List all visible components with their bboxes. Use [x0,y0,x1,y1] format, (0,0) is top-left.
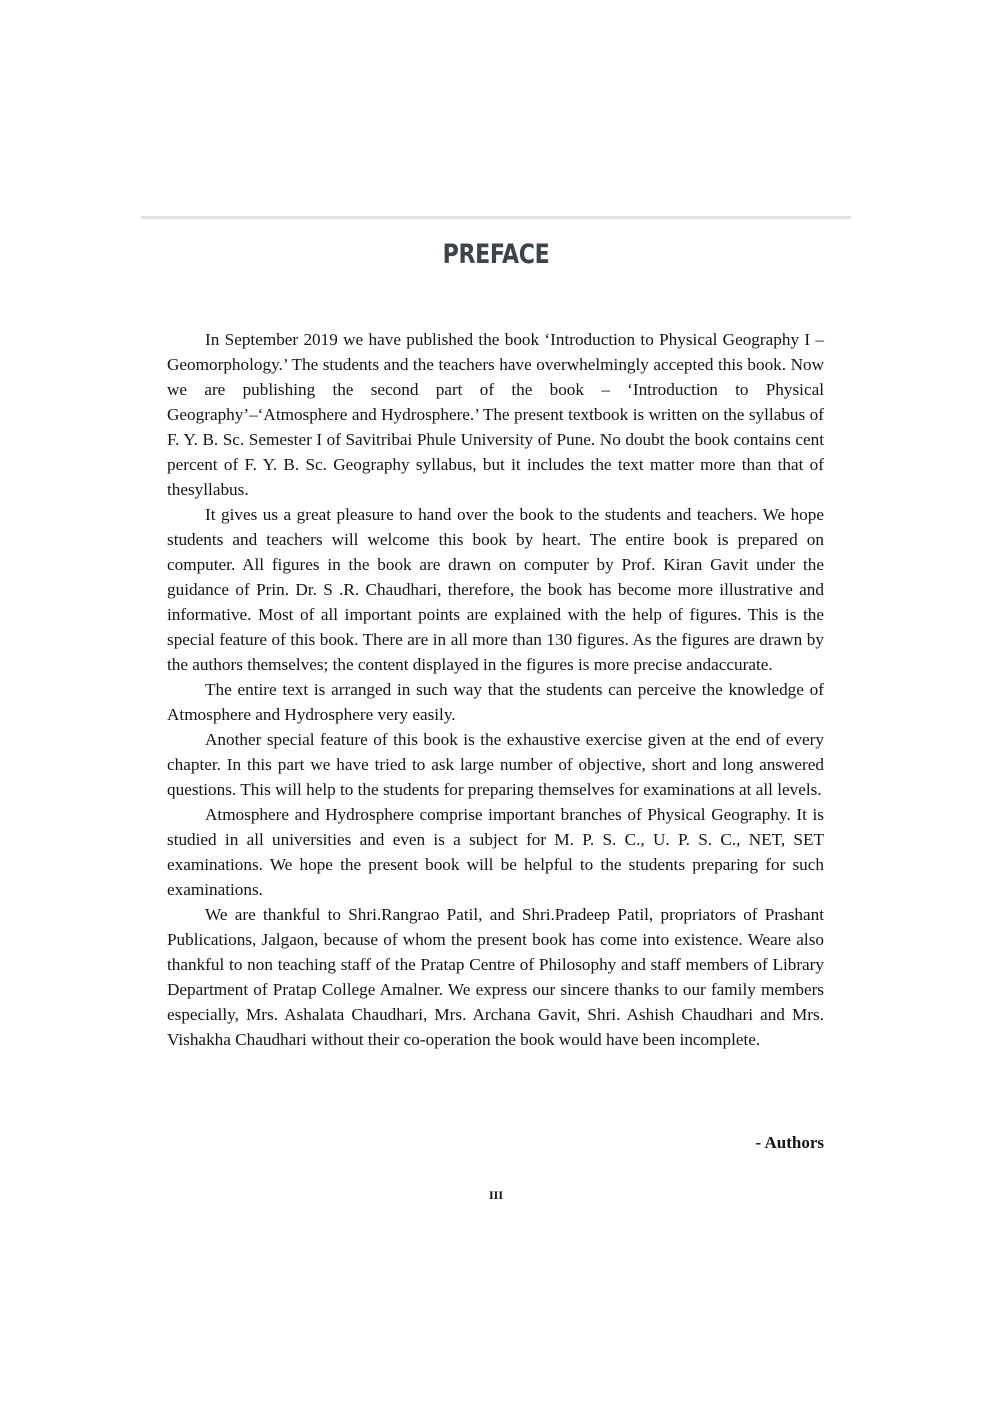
header-rule [141,216,851,219]
preface-body [167,327,824,1052]
page-number: III [488,1188,503,1202]
paragraph-3: The entire text is arranged in such way that the students can perceive the knowledge of Atmosphere and Hydrosphere very easily. [167,680,824,724]
page-title: PREFACE [442,239,550,270]
paragraph-1: In September 2019 we have published the book ‘Introduction to Physical Geography I – Geomorphology.’ The students and the teachers have overwhelmingly accepted this book. Now we are publishing the second part of the book – ‘Introduction to Physical Geography’–‘Atmosphere and Hydrosphere.’ The present textbook is written on the syllabus of F. Y. B. Sc. Semester I of Savitribai Phule University of Pune. No doubt the book contains cent percent of F. Y. B. Sc. Geography syllabus, but it includes the text matter more than that of thesyllabus. [167,330,824,499]
paragraph-5: Atmosphere and Hydrosphere comprise important branches of Physical Geography. It is studied in all universities and even is a subject for M. P. S. C., U. P. S. C., NET, SET examinations. We hope the present book will be helpful to the students preparing for such examinations. [167,805,824,899]
paragraph-6: We are thankful to Shri.Rangrao Patil, and Shri.Pradeep Patil, propriators of Prashant Publications, Jalgaon, because of whom the present book has come into existence. Weare also thankful to non teaching staff of the Pratap Centre of Philosophy and staff members of Library Department of Pratap College Amalner. We express our sincere thanks to our family members especially, Mrs. Ashalata Chaudhari, Mrs. Archana Gavit, Shri. Ashish Chaudhari and Mrs. Vishakha Chaudhari without their co-operation the book would have been incomplete. [167,905,824,1049]
authors-signature: - Authors [755,1133,824,1152]
paragraph-2: It gives us a great pleasure to hand over the book to the students and teachers. We hope students and teachers will welcome this book by heart. The entire book is prepared on computer. All figures in the book are drawn on computer by Prof. Kiran Gavit under the guidance of Prin. Dr. S .R. Chaudhari, therefore, the book has become more illustrative and informative. Most of all important points are explained with the help of figures. This is the special feature of this book. There are in all more than 130 figures. As the figures are drawn by the authors themselves; the content displayed in the figures is more precise andaccurate. [167,505,824,674]
paragraph-4: Another special feature of this book is the exhaustive exercise given at the end of every chapter. In this part we have tried to ask large number of objective, short and long answered questions. This will help to the students for preparing themselves for examinations at all levels. [167,730,824,799]
